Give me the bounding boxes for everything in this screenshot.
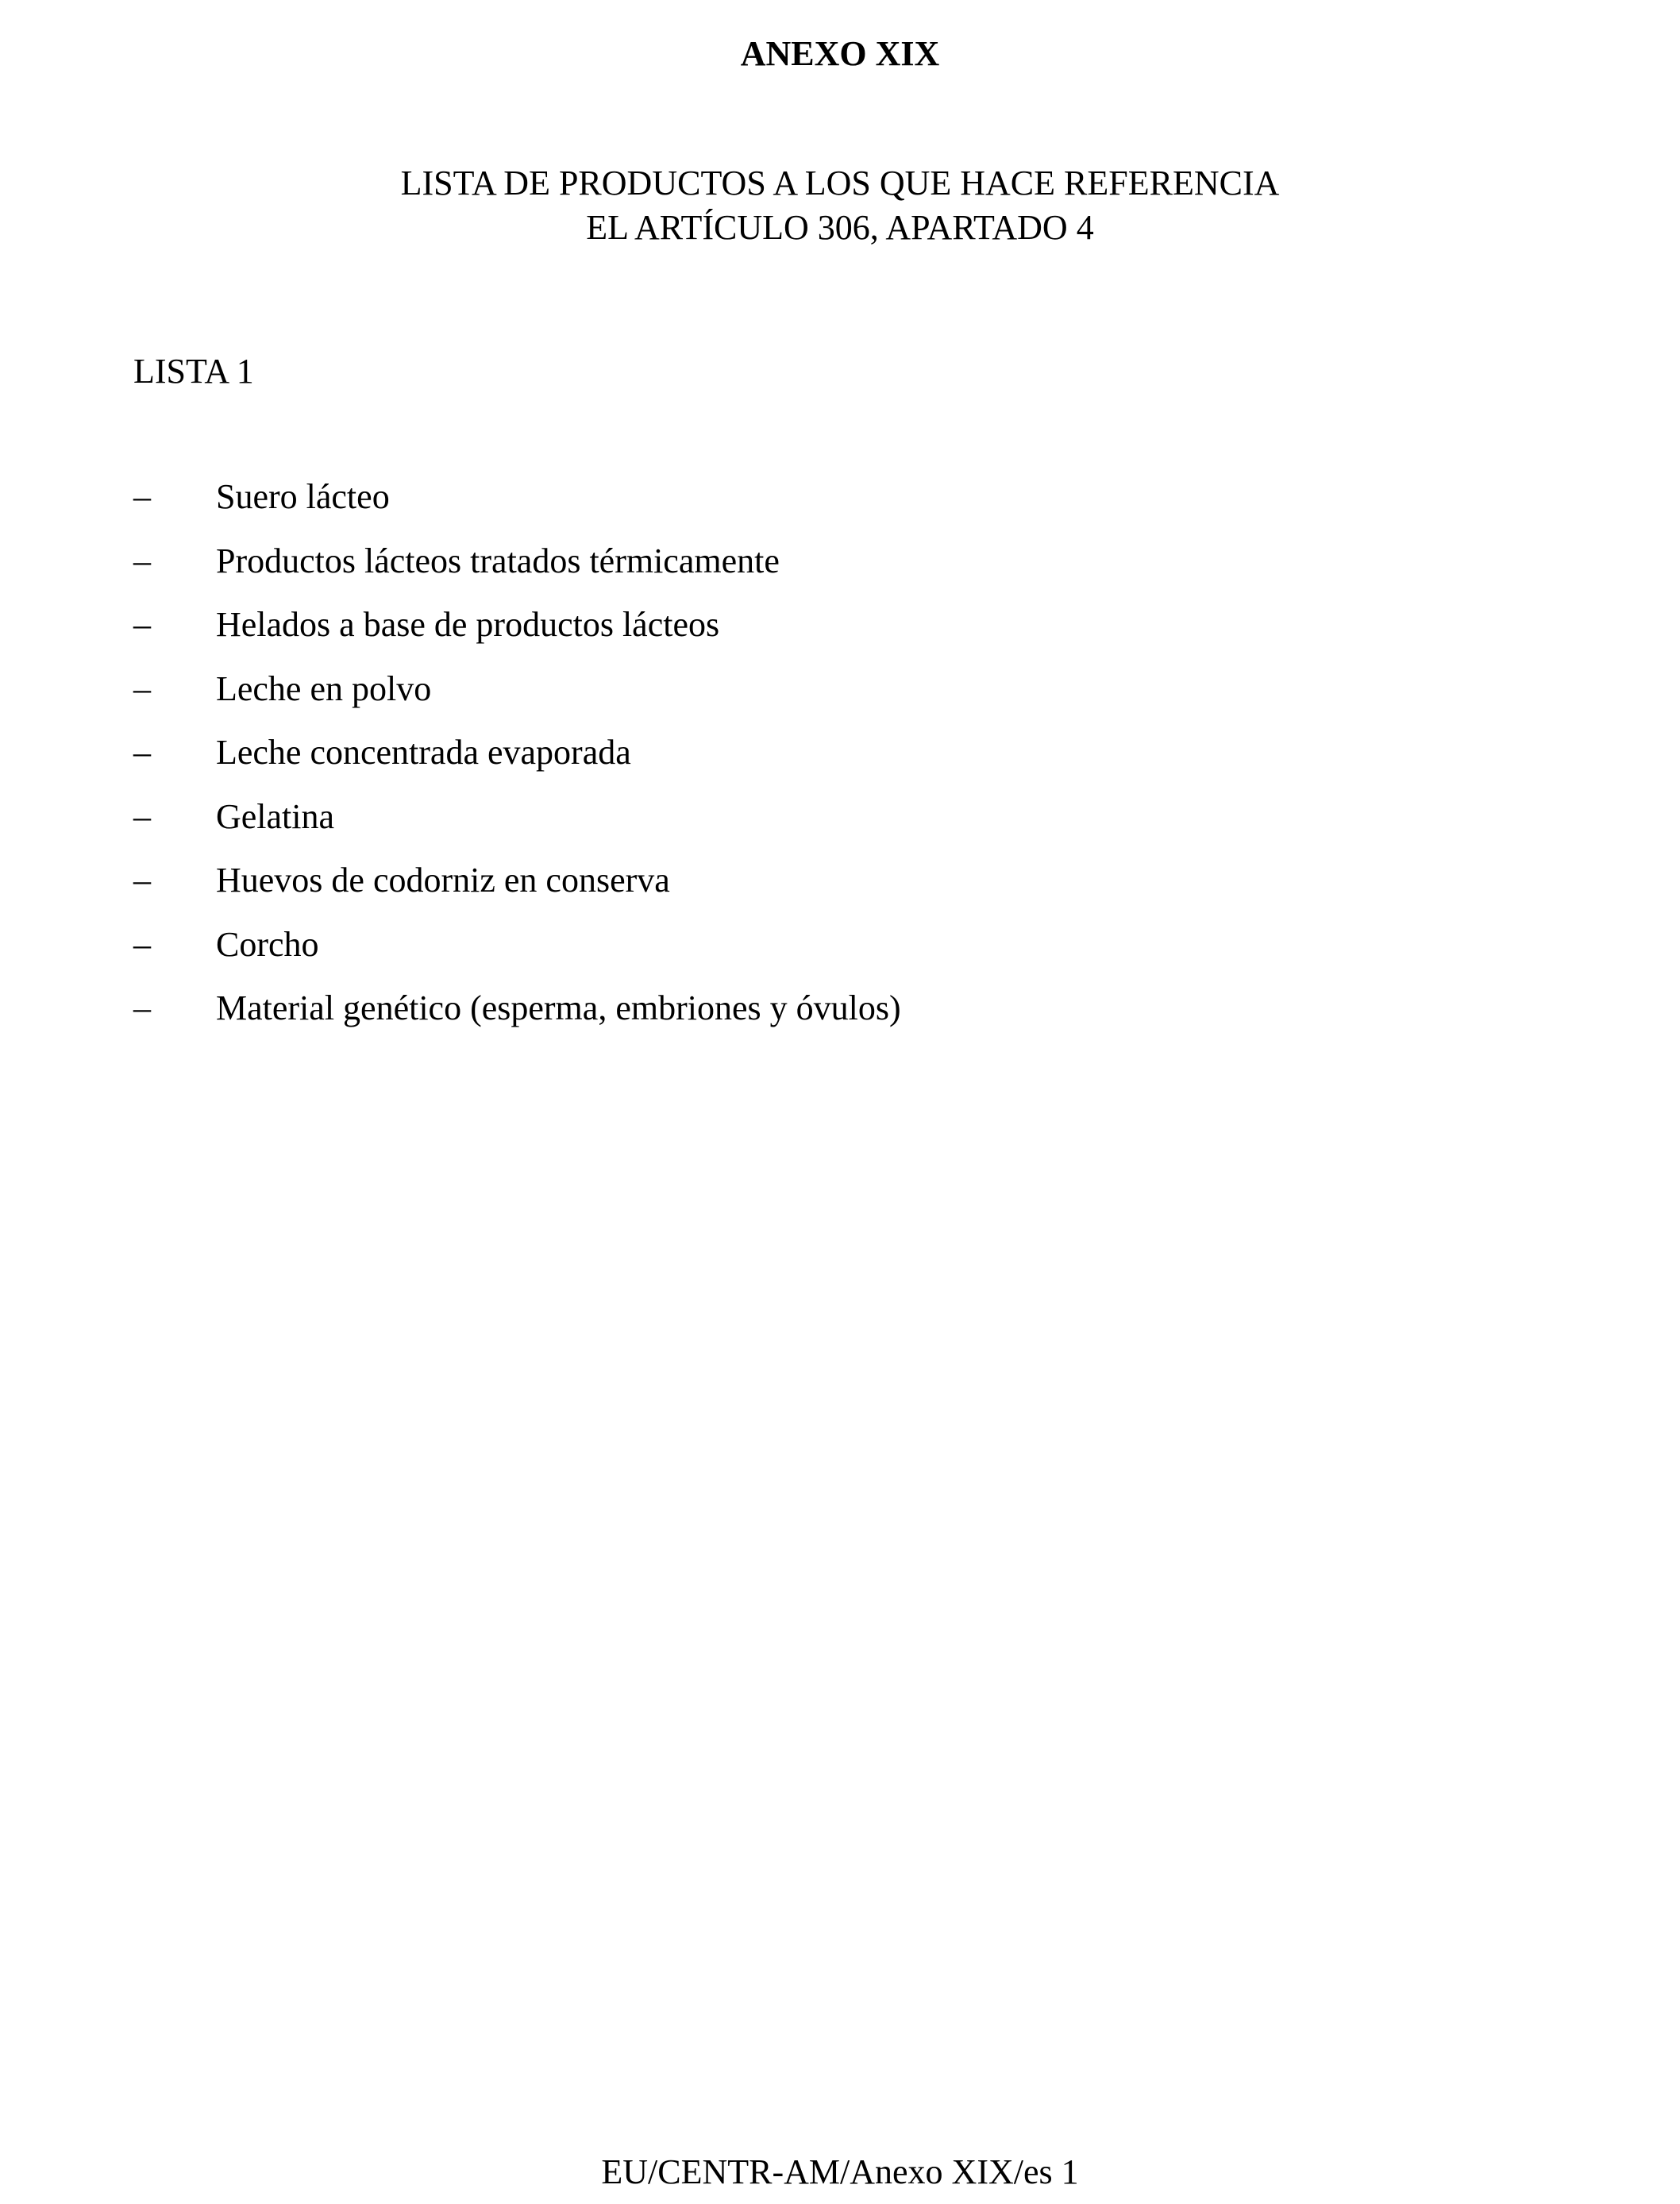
list-heading: LISTA 1 [133, 352, 254, 391]
subtitle-line-2: EL ARTÍCULO 306, APARTADO 4 [586, 208, 1094, 247]
dash-bullet: – [133, 796, 151, 836]
dash-bullet: – [133, 477, 151, 516]
list-item [133, 984, 901, 1049]
dash-bullet: – [133, 669, 151, 708]
dash-bullet: – [133, 861, 151, 900]
product-list [133, 473, 901, 1049]
dash-bullet: – [133, 541, 151, 580]
list-item [133, 793, 901, 857]
list-item [133, 921, 901, 985]
list-item [133, 729, 901, 793]
list-item-text: Material genético (esperma, embriones y óvulos) [216, 988, 901, 1027]
list-item-text: Leche concentrada evaporada [216, 733, 631, 772]
list-item [133, 857, 901, 921]
list-item-text: Corcho [216, 924, 319, 964]
list-item-text: Helados a base de productos lácteos [216, 605, 720, 644]
list-item-text: Gelatina [216, 796, 335, 836]
dash-bullet: – [133, 733, 151, 772]
dash-bullet: – [133, 988, 151, 1027]
list-item [133, 601, 901, 665]
list-item-text: Leche en polvo [216, 669, 432, 708]
list-item-text: Productos lácteos tratados térmicamente [216, 541, 780, 580]
annex-title: ANEXO XIX [740, 34, 940, 73]
page-footer: EU/CENTR-AM/Anexo XIX/es 1 [601, 2152, 1079, 2191]
list-item [133, 473, 901, 538]
subtitle-line-1: LISTA DE PRODUCTOS A LOS QUE HACE REFERENCIA [400, 164, 1280, 202]
list-item [133, 665, 901, 730]
list-item-text: Huevos de codorniz en conserva [216, 861, 670, 900]
dash-bullet: – [133, 924, 151, 964]
list-item [133, 538, 901, 602]
list-item-text: Suero lácteo [216, 477, 390, 516]
dash-bullet: – [133, 605, 151, 644]
document-subtitle [0, 161, 1680, 250]
